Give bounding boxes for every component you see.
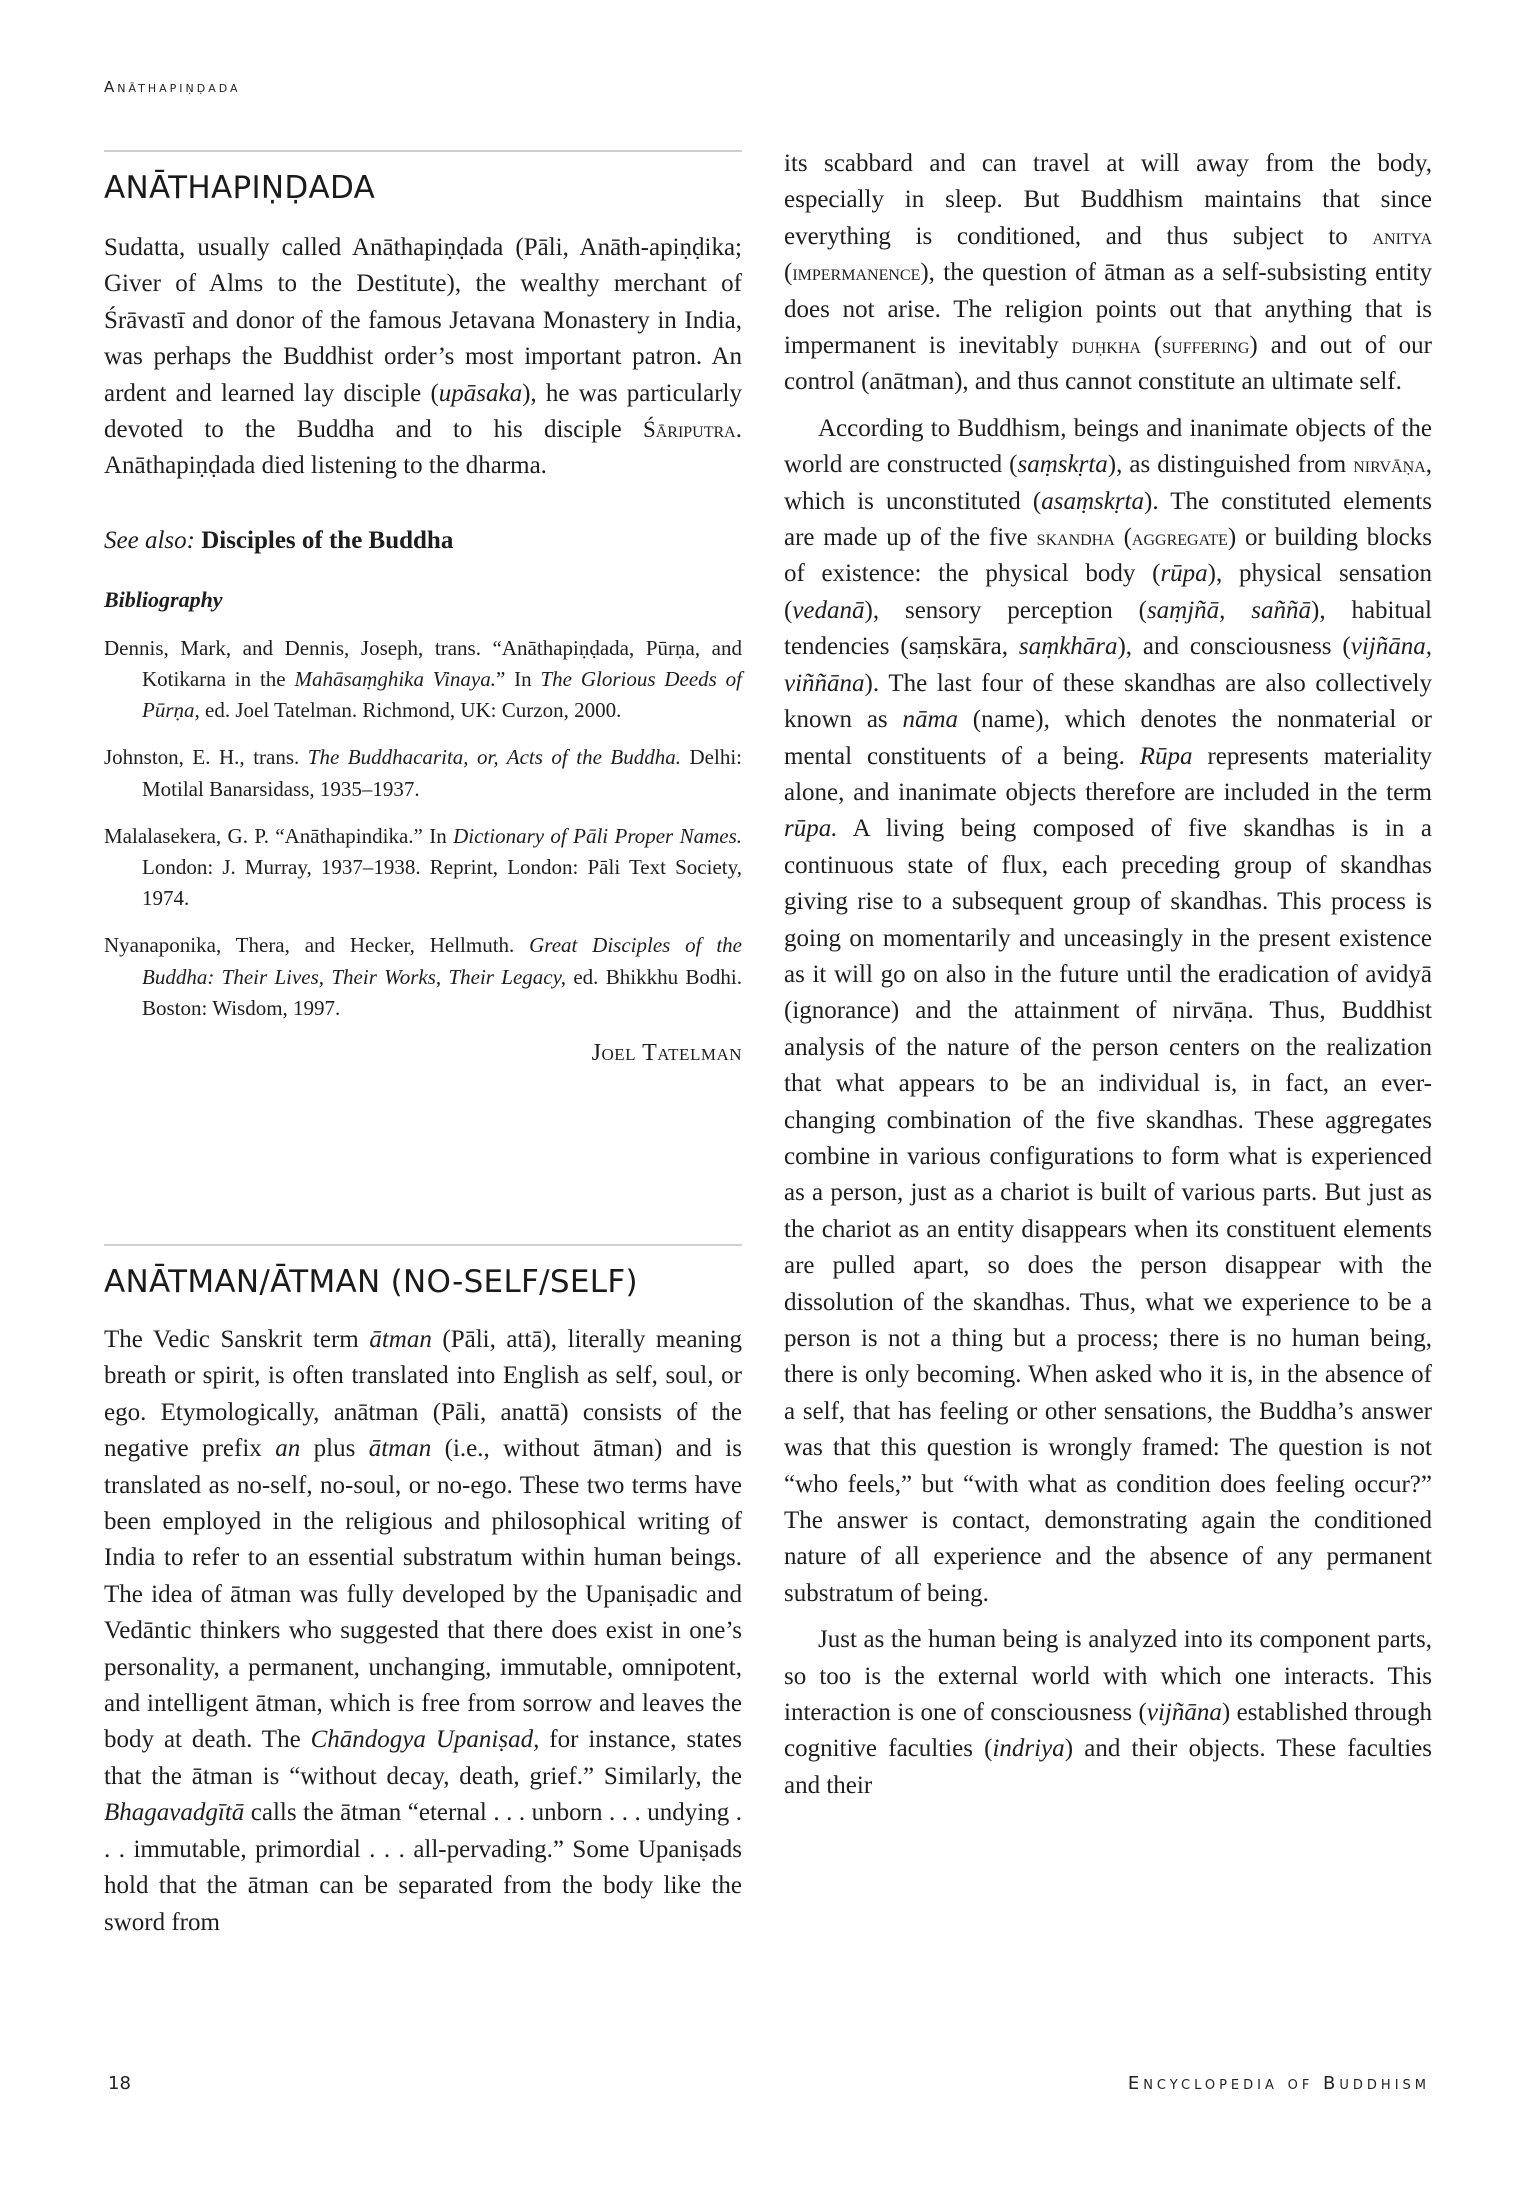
text-run: ) or building blocks of existence: the physical body ( <box>784 524 1432 588</box>
text-run: Delhi: Motilal Banarsidass, 1935–1937. <box>142 745 742 801</box>
italic-term: saṃkhāra <box>1018 633 1118 661</box>
work-title: The Buddhacarita, or, Acts of the Buddha. <box>307 745 681 770</box>
right-column <box>784 146 1432 1804</box>
see-also-label: See also: <box>104 526 195 554</box>
work-title: Great Disciples of the Buddha: Their Lives, Their Works, Their Legacy, <box>142 933 742 989</box>
cross-reference-link[interactable]: anitya <box>1372 223 1432 249</box>
text-run: ), the question of ātman as a self-subsisting entity does not arise. The religion points out that anything that is impermanent is inevitably <box>784 259 1432 360</box>
entry-anatman-atman <box>104 1244 742 1941</box>
text-run: ), physical sensation ( <box>784 560 1432 624</box>
italic-term: vedanā <box>792 596 865 624</box>
text-run: ed. Bhikkhu Bodhi. Boston: Wisdom, 1997. <box>142 964 742 1020</box>
text-run: Dennis, Mark, and Dennis, Joseph, trans. “Anāthapiṇḍada, Pūrṇa, and Kotikarna in the <box>104 635 742 692</box>
text-run: ). The last four of these skandhas are also collectively known as <box>784 669 1432 734</box>
work-title: Mahāsaṃghika Vinaya. <box>294 667 496 692</box>
bibliography-entry <box>104 821 742 915</box>
bibliography-entry <box>104 742 742 804</box>
text-run: The Vedic Sanskrit term <box>104 1326 370 1353</box>
italic-term: Chāndogya Upaniṣad, <box>310 1726 540 1754</box>
bibliography-list <box>104 633 742 1024</box>
entry-body-paragraph <box>104 1322 742 1941</box>
publication-title: Encyclopedia of Buddhism <box>1127 2073 1430 2094</box>
text-run: (name), which denotes the nonmaterial or mental constituents of a being. <box>784 706 1432 770</box>
text-run: A living being composed of five skandhas is in a continuous state of flux, each preceding group of skandhas giving rise to a subsequent group of skandhas. This process is going on momentarily and unceasingly in the present existence as it will go on also in the future until the eradication of avidyā (ignorance) and the attainment of nirvāṇa. Thus, Buddhist analysis of the nature of the person centers on the realization that what appears to be an individual is, in fact, an ever-changing combination of the five skandhas. These aggregates combine in various configurations to form what is experienced as a person, just as a chariot is built of various parts. But just as the chariot as an entity disappears when its constituent elements are pulled apart, so does the person disappear with the dissolution of the skandhas. Thus, what we experience to be a person is not a thing but a process; there is no human being, there is only becoming. When asked who it is, in the absence of a self, that has feeling or other sensations, the Buddha’s answer was that this question is wrongly framed: The question is not “who feels,” but “with what as condition does feeling occur?” The answer is contact, demonstrating again the conditioned nature of all experience and the absence of any permanent substratum of being. <box>784 815 1432 1607</box>
entry-body-paragraph <box>104 230 742 485</box>
entry-body-paragraph <box>784 146 1432 401</box>
text-run: . Anāthapiṇḍada died listening to the dharma. <box>104 416 742 480</box>
page-number: 18 <box>108 2073 131 2094</box>
italic-term: an <box>275 1435 301 1463</box>
see-also-link[interactable]: Disciples of the Buddha <box>201 526 454 554</box>
entry-body-paragraph <box>784 1622 1432 1804</box>
text-run: (Pāli, attā), literally meaning breath or spirit, is often translated into English as self, soul, or ego. Etymologically, anātman (Pāli, anattā) consists of the negative prefix <box>104 1326 742 1463</box>
text-run: for instance, states that the ātman is “without decay, death, grief.” Similarly, the <box>104 1726 743 1790</box>
text-run: its scabbard and can travel at will away from the body, especially in sleep. But Buddhism maintains that since everything is conditioned, and thus subject to <box>784 150 1432 250</box>
italic-term: nāma <box>902 706 959 734</box>
italic-term: ātman <box>369 1326 432 1353</box>
section-rule <box>104 150 742 152</box>
section-rule <box>104 1244 742 1246</box>
running-head: Anāthapiṇḍada <box>104 78 241 96</box>
cross-reference-link[interactable]: aggregate <box>1131 525 1228 551</box>
italic-term: ātman <box>368 1435 432 1463</box>
cross-reference-link[interactable]: Śāriputra <box>642 417 736 443</box>
text-run: ), sensory perception ( <box>864 596 1147 624</box>
text-run: Johnston, E. H., trans. <box>104 745 308 770</box>
entry-anathapindada <box>104 150 742 1067</box>
see-also <box>104 523 742 559</box>
entry-body-paragraph <box>784 411 1432 1612</box>
italic-term: vijñāna <box>1146 1699 1222 1727</box>
text-run: ), as distinguished from <box>1107 451 1354 479</box>
text-run: ” In <box>495 667 541 692</box>
text-run: , which is unconstituted ( <box>784 451 1432 515</box>
entry-title: ANĀTMAN/ĀTMAN (NO-SELF/SELF) <box>104 1264 638 1300</box>
entry-title: ANĀTHAPIṆḌADA <box>104 170 376 206</box>
text-run: ) and their objects. These faculties and their <box>784 1735 1432 1799</box>
text-run: Just as the human being is analyzed into its component parts, so too is the external world with which one interacts. This interaction is one of consciousness ( <box>784 1626 1432 1727</box>
italic-term: indriya <box>992 1735 1065 1763</box>
author-signature: Joel Tatelman <box>591 1040 742 1067</box>
italic-term: rūpa <box>1160 560 1208 588</box>
italic-term: vijñāna, viññāna <box>784 633 1432 697</box>
text-run: According to Buddhism, beings and inanimate objects of the world are constructed ( <box>784 414 1432 479</box>
italic-term: saṃjñā, saññā <box>1146 596 1312 624</box>
text-run: (i.e., without ātman) and is translated as no-self, no-soul, or no-ego. These two terms have been employed in the religious and philosophical writing of India to refer to an essential substratum within human beings. The idea of ātman was fully developed by the Upaniṣadic and Vedāntic thinkers who suggested that there does exist in one’s personality, a permanent, unchanging, immutable, omnipotent, and intelligent ātman, which is free from sorrow and leaves the body at death. The <box>104 1435 742 1754</box>
text-run: represents materiality alone, and inanimate objects therefore are included in the term <box>784 742 1432 806</box>
bibliography-heading: Bibliography <box>104 586 223 612</box>
text-run: calls the ātman “eternal . . . unborn . . . undying . . . immutable, primordial . . . all-pervading.” Some Upaniṣads hold that the ātman can be separated from the body like the sword from <box>104 1799 742 1936</box>
work-title: The Glorious Deeds of Pūrṇa, <box>142 667 742 723</box>
cross-reference-link[interactable]: nirvāṇa <box>1353 452 1426 478</box>
text-run: ). The constituted elements are made up of the five <box>784 487 1432 552</box>
italic-term: Rūpa <box>1139 742 1193 770</box>
text-run: Nyanaponika, Thera, and Hecker, Hellmuth. <box>104 933 530 958</box>
text-run: ( <box>1140 332 1163 360</box>
cross-reference-link[interactable]: suffering <box>1162 333 1250 359</box>
italic-term: asaṃskṛta <box>1041 487 1145 515</box>
text-run: ed. Joel Tatelman. Richmond, UK: Curzon, 2000. <box>199 698 622 723</box>
italic-term: Bhagavadgītā <box>104 1799 245 1827</box>
text-run: ) and out of our control (anātman), and thus cannot constitute an ultimate self. <box>784 332 1432 396</box>
text-run: plus <box>300 1435 369 1463</box>
text-run: ( <box>784 259 793 287</box>
text-run: Sudatta, usually called Anāthapiṇḍada (Pāli, Anāth-apiṇḍika; Giver of Alms to the Destitute), the wealthy merchant of Śrāvastī and donor of the famous Jetavana Monastery in India, was perhaps the Buddhist order’s most important patron. An ardent and learned lay disciple ( <box>104 234 742 407</box>
work-title: Dictionary of Pāli Proper Names. <box>453 823 743 848</box>
text-run: ), and consciousness ( <box>1117 633 1351 661</box>
text-run: ), habitual tendencies (saṃskāra, <box>784 596 1432 661</box>
text-run: ( <box>1114 524 1132 552</box>
italic-term: upāsaka <box>438 379 523 407</box>
text-run: Malalasekera, G. P. “Anāthapindika.” In <box>104 823 454 848</box>
cross-reference-link[interactable]: duḥkha <box>1071 333 1141 359</box>
italic-term: rūpa. <box>784 815 838 843</box>
text-run: ), he was particularly devoted to the Buddha and to his disciple <box>104 379 742 444</box>
cross-reference-link[interactable]: skandha <box>1036 525 1115 551</box>
bibliography-entry <box>104 633 742 727</box>
italic-term: saṃskṛta <box>1017 451 1108 479</box>
text-run: London: J. Murray, 1937–1938. Reprint, London: Pāli Text Society, 1974. <box>142 855 742 911</box>
bibliography-entry <box>104 930 742 1024</box>
cross-reference-link[interactable]: impermanence <box>792 260 921 286</box>
text-run: ) established through cognitive faculties ( <box>784 1699 1432 1763</box>
